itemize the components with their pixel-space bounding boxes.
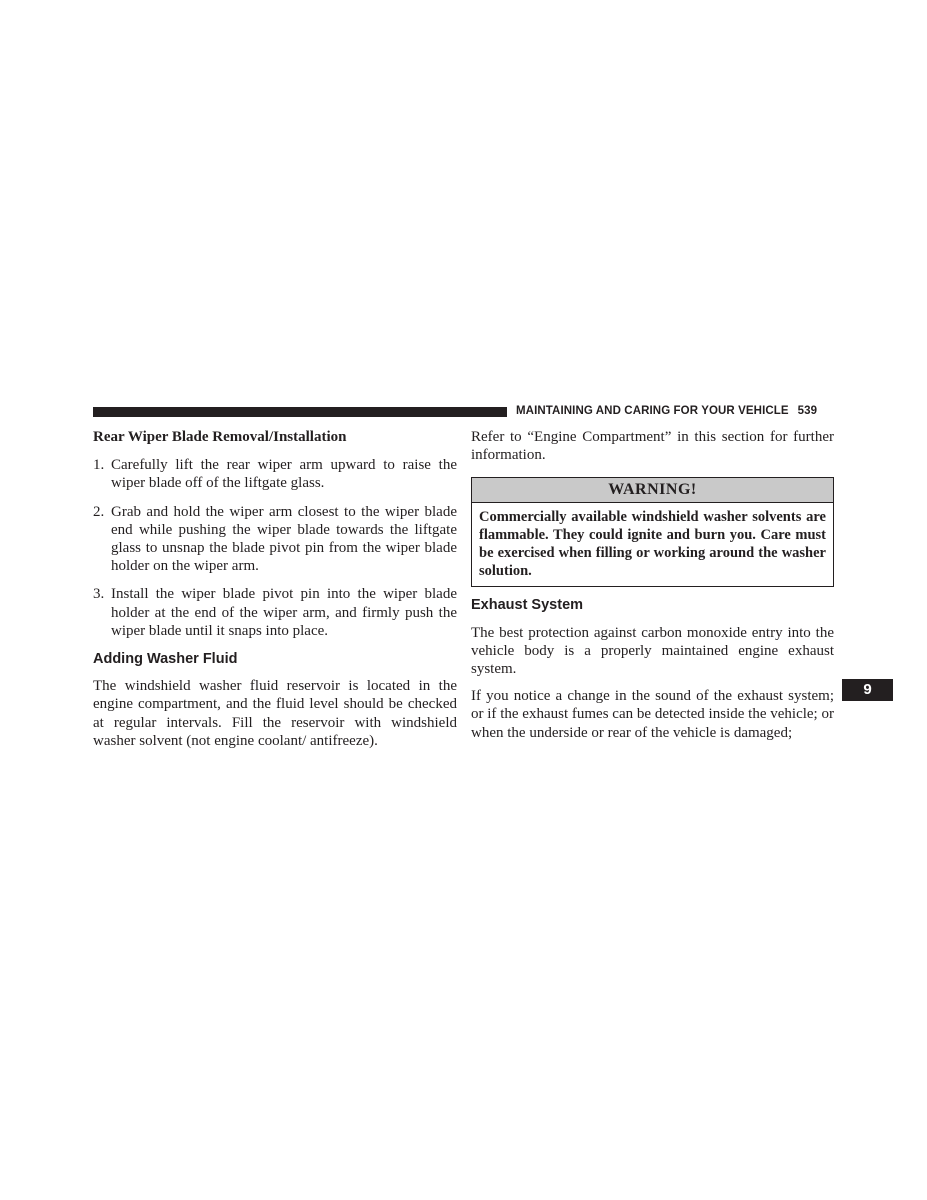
exhaust-paragraph-1: The best protection against carbon monoxide entry into the vehicle body is a properly maintained engine exhaust system.	[471, 624, 834, 678]
step-number: 3.	[93, 586, 105, 603]
step-text: Grab and hold the wiper arm closest to the wiper blade end while pushing the wiper blade towards the liftgate glass to unsnap the blade pivot pin from the wiper blade holder on the wiper arm.	[111, 503, 457, 575]
header-rule	[93, 407, 507, 417]
washer-fluid-heading: Adding Washer Fluid	[93, 651, 238, 668]
running-header	[516, 405, 835, 417]
exhaust-heading: Exhaust System	[471, 597, 584, 614]
left-column	[93, 428, 457, 759]
warning-title: WARNING!	[472, 478, 833, 502]
list-item	[93, 585, 457, 640]
step-number: 1.	[93, 457, 105, 474]
warning-body: Commercially available windshield washer solvents are flammable. They could ignite and burn you. Care must be exercised when filling or working around the washer solution.	[479, 508, 826, 580]
rear-wiper-heading: Rear Wiper Blade Removal/Installation	[93, 429, 347, 445]
washer-fluid-paragraph: The windshield washer fluid reservoir is located in the engine compartment, and the fluid level should be checked at regular intervals. Fill the reservoir with windshield washer solvent (not engine coolant/ antifreeze).	[93, 678, 457, 749]
step-text: Install the wiper blade pivot pin into the wiper blade holder at the end of the wiper arm, and firmly push the wiper blade until it snaps into place.	[111, 586, 457, 639]
exhaust-paragraph-2: If you notice a change in the sound of the exhaust system; or if the exhaust fumes can be detected inside the vehicle; or when the underside or rear of the vehicle is damaged;	[471, 688, 834, 741]
list-item	[93, 456, 457, 492]
page-number: 539	[797, 405, 818, 417]
chapter-tab: 9	[842, 679, 893, 701]
step-text: Carefully lift the rear wiper arm upward to raise the wiper blade off of the liftgate glass.	[111, 457, 457, 492]
list-item	[93, 503, 457, 576]
right-column	[471, 428, 834, 751]
refer-paragraph: Refer to “Engine Compartment” in this section for further information.	[471, 429, 834, 464]
step-number: 2.	[93, 503, 105, 520]
warning-box	[471, 477, 834, 587]
rear-wiper-steps	[93, 456, 457, 640]
section-title: MAINTAINING AND CARING FOR YOUR VEHICLE	[516, 405, 789, 417]
